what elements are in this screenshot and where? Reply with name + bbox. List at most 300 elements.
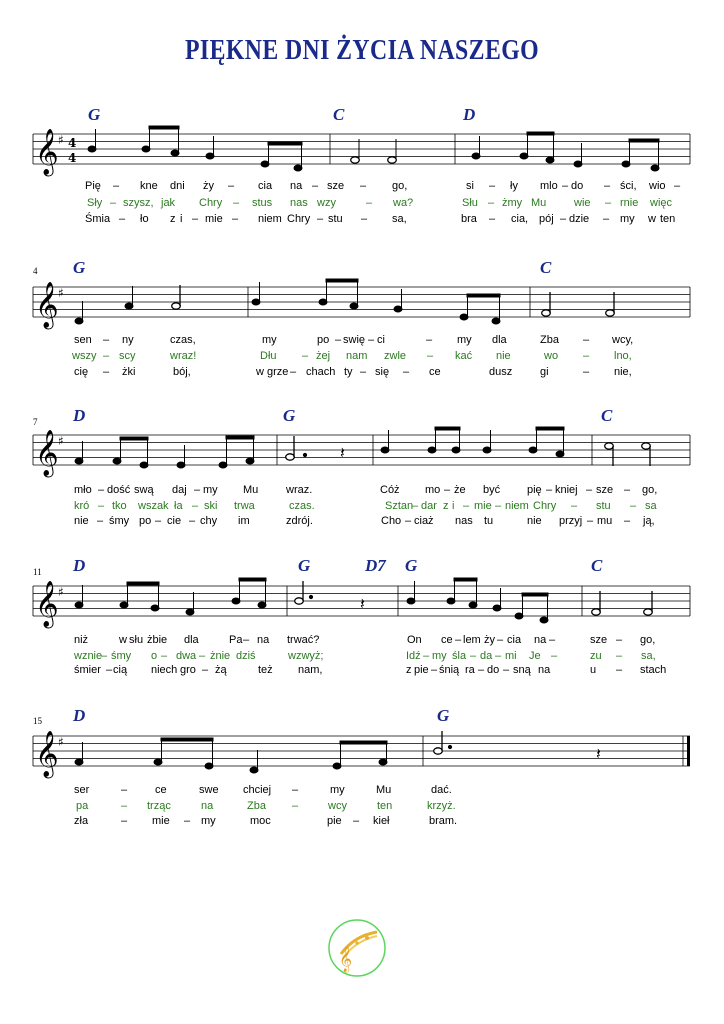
treble-clef-icon: 𝄞 (35, 581, 59, 627)
music-staff (0, 577, 724, 637)
treble-clef-icon: 𝄞 (35, 430, 59, 476)
lyric-hyphen: – (497, 634, 504, 646)
lyric-hyphen: – (360, 180, 367, 192)
lyric-word: dwa (176, 650, 197, 662)
lyric-hyphen: – (189, 515, 196, 527)
chord-label: G (283, 406, 296, 425)
lyric-hyphen: – (98, 484, 105, 496)
lyric-word: gro (180, 664, 196, 676)
lyric-hyphen: – (335, 334, 342, 346)
lyric-word: chy (200, 515, 218, 527)
lyric-word: u (590, 664, 597, 676)
lyric-word: zła (74, 815, 89, 827)
lyric-word: w (648, 213, 656, 225)
lyric-hyphen: – (403, 366, 410, 378)
lyric-hyphen: – (199, 650, 206, 662)
lyric-word: być (483, 484, 501, 496)
lyric-word: sze (590, 634, 608, 646)
lyric-word: więc (650, 197, 673, 209)
lyric-word: ra (465, 664, 475, 676)
lyric-word: wcy (328, 800, 347, 812)
lyric-word: gi (540, 366, 549, 378)
lyric-word: wszak (138, 500, 169, 512)
lyric-word: my (457, 334, 472, 346)
lyric-word: na (534, 634, 547, 646)
lyric-word: wie (574, 197, 591, 209)
lyric-word: ła (174, 500, 183, 512)
lyric-hyphen: – (586, 484, 593, 496)
lyric-word: wraz. (286, 484, 313, 496)
lyric-hyphen: – (119, 213, 126, 225)
lyric-word: ciaż (414, 515, 434, 527)
lyric-hyphen: – (616, 634, 623, 646)
lyric-word: go, (392, 180, 408, 192)
lyric-word: trwa (234, 500, 255, 512)
chord-label: C (540, 258, 552, 277)
lyric-word: cia (507, 634, 522, 646)
lyric-word: swą (134, 484, 154, 496)
lyric-word: Chry (199, 197, 223, 209)
lyric-word: dzie (569, 213, 590, 225)
lyric-hyphen: – (353, 815, 360, 827)
lyric-hyphen: – (192, 500, 199, 512)
lyric-hyphen: – (495, 650, 502, 662)
lyric-word: sa, (392, 213, 407, 225)
lyric-hyphen: – (489, 180, 496, 192)
lyric-word: nam, (298, 664, 323, 676)
lyric-word: bój, (173, 366, 191, 378)
lyric-hyphen: – (228, 180, 235, 192)
lyric-word: rnie (620, 197, 639, 209)
lyric-word: słu (129, 634, 144, 646)
lyric-word: cię (74, 366, 89, 378)
lyric-hyphen: – (489, 213, 496, 225)
lyric-word: ży (484, 634, 495, 646)
lyric-word: żej (316, 350, 331, 362)
lyric-word: na (538, 664, 551, 676)
lyric-word: dać. (431, 784, 452, 796)
lyric-hyphen: – (317, 213, 324, 225)
treble-clef-icon: 𝄞 (35, 129, 59, 175)
lyric-hyphen: – (366, 197, 373, 209)
chord-label: C (601, 406, 613, 425)
lyric-hyphen: – (232, 213, 239, 225)
lyric-word: ty (344, 366, 353, 378)
lyric-word: mi (505, 650, 517, 662)
lyric-word: my (262, 334, 277, 346)
lyric-word: na (290, 180, 303, 192)
key-signature-sharp-icon: ♯ (58, 585, 64, 599)
lyric-word: dla (492, 334, 507, 346)
lyric-word: niech (151, 664, 178, 676)
lyric-hyphen: – (478, 664, 485, 676)
lyric-word: ci (377, 334, 385, 346)
lyric-hyphen: – (455, 634, 462, 646)
lyric-word: trząc (147, 800, 171, 812)
svg-text:4: 4 (68, 151, 77, 165)
lyric-word: w (256, 366, 264, 378)
lyric-word: o (151, 650, 158, 662)
measure-number: 4 (33, 266, 38, 276)
lyric-word: ski (204, 500, 218, 512)
quarter-rest-icon: 𝄽 (340, 443, 345, 462)
lyric-word: lno, (614, 350, 632, 362)
lyric-word: Mu (531, 197, 547, 209)
lyric-word: Zba (540, 334, 559, 346)
chord-label: C (591, 556, 603, 575)
lyric-word: ją, (643, 515, 655, 527)
lyric-hyphen: – (495, 500, 502, 512)
time-signature: 4 (68, 136, 77, 150)
lyric-hyphen: – (560, 213, 567, 225)
lyric-hyphen: – (587, 515, 594, 527)
lyric-word: ny (122, 334, 134, 346)
lyric-hyphen: – (412, 500, 419, 512)
lyric-word: sen (74, 334, 92, 346)
lyric-hyphen: – (161, 650, 168, 662)
lyric-hyphen: – (624, 515, 631, 527)
lyric-word: swe (199, 784, 219, 796)
lyric-word: my (201, 815, 216, 827)
treble-clef-icon: 𝄞 (35, 282, 59, 328)
chord-label: D7 (365, 556, 386, 575)
lyric-word: stus (252, 197, 273, 209)
lyric-word: bra (461, 213, 477, 225)
lyric-word: cia, (511, 213, 529, 225)
lyric-hyphen: – (98, 500, 105, 512)
lyric-hyphen: – (603, 213, 610, 225)
chord-label: D (73, 706, 86, 725)
lyric-word: do (571, 180, 584, 192)
lyric-word: go, (640, 634, 656, 646)
lyric-word: scy (119, 350, 136, 362)
lyric-word: dusz (489, 366, 513, 378)
lyric-word: my (330, 784, 345, 796)
lyric-hyphen: – (97, 515, 104, 527)
lyric-word: chciej (243, 784, 272, 796)
lyric-hyphen: – (426, 334, 433, 346)
lyric-word: niż (74, 634, 89, 646)
lyric-word: pie (414, 664, 429, 676)
chord-label: G (405, 556, 418, 575)
lyric-word: śmier (74, 664, 101, 676)
lyric-word: dar (421, 500, 437, 512)
lyric-word: dziś (236, 650, 256, 662)
quarter-rest-icon: 𝄽 (360, 594, 365, 613)
lyric-word: Słu (462, 197, 478, 209)
lyric-hyphen: – (431, 664, 438, 676)
lyric-word: ten (660, 213, 676, 225)
lyric-hyphen: – (103, 350, 110, 362)
lyric-word: kieł (373, 815, 390, 827)
lyric-hyphen: – (121, 815, 128, 827)
lyric-word: da (480, 650, 493, 662)
lyric-word: ce (441, 634, 453, 646)
lyric-word: nie (527, 515, 542, 527)
lyric-word: pa (76, 800, 89, 812)
lyric-hyphen: – (463, 500, 470, 512)
lyric-word: z (406, 664, 412, 676)
lyric-word: ści, (620, 180, 637, 192)
song-title: PIĘKNE DNI ŻYCIA NASZEGO (184, 34, 540, 66)
lyric-hyphen: – (290, 366, 297, 378)
lyric-hyphen: – (368, 334, 375, 346)
lyric-word: On (407, 634, 422, 646)
lyric-word: my (432, 650, 447, 662)
lyric-hyphen: – (312, 180, 319, 192)
lyric-word: sze (327, 180, 345, 192)
lyric-word: Dłu (260, 350, 277, 362)
lyric-word: wszy (72, 350, 97, 362)
music-staff (0, 727, 724, 787)
lyric-word: zwle (384, 350, 407, 362)
lyric-word: ło (140, 213, 149, 225)
lyric-word: Sły (87, 197, 103, 209)
lyric-word: kró (74, 500, 90, 512)
lyric-word: żmy (502, 197, 523, 209)
lyric-word: pie (327, 815, 342, 827)
lyric-word: do (487, 664, 500, 676)
measure-number: 7 (33, 417, 38, 427)
lyric-word: ły (510, 180, 518, 192)
lyric-word: niem (258, 213, 282, 225)
chord-label: G (298, 556, 311, 575)
lyric-word: i (180, 213, 183, 225)
chord-label: G (73, 258, 86, 277)
lyric-word: żą (215, 664, 227, 676)
final-barline (687, 736, 690, 766)
lyric-hyphen: – (630, 500, 637, 512)
lyric-word: Je (529, 650, 541, 662)
lyric-word: tko (112, 500, 127, 512)
lyric-word: sa (645, 500, 657, 512)
lyric-hyphen: – (113, 180, 120, 192)
music-staff (0, 278, 724, 338)
lyric-word: ten (377, 800, 393, 812)
lyric-hyphen: – (103, 334, 110, 346)
lyric-word: po (317, 334, 330, 346)
lyric-word: też (258, 664, 273, 676)
lyric-word: Cóż (380, 484, 400, 496)
lyric-hyphen: – (624, 484, 631, 496)
lyric-hyphen: – (571, 500, 578, 512)
lyric-word: trwać? (287, 634, 320, 646)
lyric-hyphen: – (121, 800, 128, 812)
lyric-word: swię (343, 334, 366, 346)
lyric-hyphen: – (583, 366, 590, 378)
lyric-word: stach (640, 664, 667, 676)
quarter-rest-icon: 𝄽 (596, 744, 601, 763)
lyric-word: cią (113, 664, 128, 676)
lyric-hyphen: – (470, 650, 477, 662)
lyric-word: i (452, 500, 455, 512)
lyric-hyphen: – (503, 664, 510, 676)
lyric-word: cia (258, 180, 273, 192)
lyric-word: my (203, 484, 218, 496)
lyric-hyphen: – (616, 664, 623, 676)
lyric-hyphen: – (423, 650, 430, 662)
lyric-hyphen: – (184, 815, 191, 827)
lyric-hyphen: – (243, 634, 250, 646)
chord-label: G (88, 105, 101, 124)
lyric-word: wcy, (612, 334, 634, 346)
lyric-word: im (238, 515, 250, 527)
lyric-word: mie (152, 815, 170, 827)
lyric-hyphen: – (549, 634, 556, 646)
lyric-word: mie (474, 500, 492, 512)
lyric-word: pój (539, 213, 554, 225)
lyric-word: kać (455, 350, 473, 362)
lyric-word: wznie (74, 650, 103, 662)
lyric-word: sa, (641, 650, 656, 662)
lyric-word: mu (597, 515, 613, 527)
lyric-word: my (620, 213, 635, 225)
lyric-hyphen: – (551, 650, 558, 662)
lyric-word: bram. (429, 815, 458, 827)
lyric-word: wio (649, 180, 666, 192)
lyric-hyphen: – (155, 515, 162, 527)
measure-number: 15 (33, 716, 42, 726)
lyric-hyphen: – (233, 197, 240, 209)
lyric-word: wzwyż; (288, 650, 324, 662)
lyric-hyphen: – (562, 180, 569, 192)
key-signature-sharp-icon: ♯ (58, 434, 64, 448)
lyric-word: grze (267, 366, 289, 378)
lyric-word: jak (161, 197, 176, 209)
lyric-word: nie, (614, 366, 632, 378)
lyric-hyphen: – (360, 366, 367, 378)
lyric-word: go, (642, 484, 658, 496)
lyric-word: żnie (210, 650, 231, 662)
lyric-hyphen: – (427, 350, 434, 362)
lyric-hyphen: – (302, 350, 309, 362)
treble-clef-icon: 𝄞 (35, 731, 59, 777)
lyric-word: krzyż. (427, 800, 456, 812)
lyric-word: z (170, 213, 176, 225)
lyric-hyphen: – (194, 484, 201, 496)
lyric-word: że (454, 484, 466, 496)
lyric-word: mlo (540, 180, 558, 192)
lyric-word: Śmia (85, 213, 111, 225)
lyric-word: mie (205, 213, 223, 225)
lyric-word: nam (346, 350, 368, 362)
lyric-word: Chry (287, 213, 311, 225)
lyric-hyphen: – (604, 180, 611, 192)
lyric-word: stu (596, 500, 611, 512)
lyric-hyphen: – (444, 484, 451, 496)
lyric-word: z (443, 500, 449, 512)
lyric-word: wraz! (170, 350, 197, 362)
key-signature-sharp-icon: ♯ (58, 735, 64, 749)
lyric-word: Pa (229, 634, 243, 646)
lyric-word: mo (425, 484, 441, 496)
lyric-word: Chry (533, 500, 557, 512)
lyric-word: przyj (559, 515, 583, 527)
chord-label: D (463, 105, 476, 124)
lyric-word: ży (203, 180, 214, 192)
lyric-hyphen: – (121, 784, 128, 796)
lyric-word: stu (328, 213, 343, 225)
lyric-word: Idź (406, 650, 421, 662)
lyric-word: daj (172, 484, 187, 496)
lyric-word: nie (74, 515, 89, 527)
lyric-word: Cho (381, 515, 402, 527)
lyric-word: na (201, 800, 214, 812)
lyric-hyphen: – (192, 213, 199, 225)
lyric-word: na (257, 634, 270, 646)
lyric-word: śmy (109, 515, 130, 527)
lyric-word: cie (167, 515, 182, 527)
lyric-word: Sztan (385, 500, 414, 512)
lyric-hyphen: – (583, 334, 590, 346)
lyric-word: sze (596, 484, 614, 496)
lyric-hyphen: – (202, 664, 209, 676)
lyric-word: kne (140, 180, 158, 192)
lyric-word: nas (455, 515, 473, 527)
lyric-word: zu (590, 650, 602, 662)
chord-label: C (333, 105, 345, 124)
lyric-word: tu (484, 515, 494, 527)
lyric-word: w (119, 634, 127, 646)
lyric-word: moc (250, 815, 271, 827)
chord-label: D (73, 406, 86, 425)
lyric-word: dni (170, 180, 185, 192)
chord-label: D (73, 556, 86, 575)
lyric-word: Pię (85, 180, 101, 192)
key-signature-sharp-icon: ♯ (58, 133, 64, 147)
lyric-word: śnią (439, 664, 460, 676)
lyric-word: si (466, 180, 474, 192)
lyric-hyphen: – (106, 664, 113, 676)
key-signature-sharp-icon: ♯ (58, 286, 64, 300)
lyric-word: zdrój. (286, 515, 313, 527)
lyric-hyphen: – (292, 800, 299, 812)
lyric-hyphen: – (616, 650, 623, 662)
lyric-hyphen: – (488, 197, 495, 209)
lyric-word: dla (184, 634, 199, 646)
lyric-hyphen: – (546, 484, 553, 496)
lyric-word: nie (496, 350, 511, 362)
lyric-word: żki (122, 366, 136, 378)
lyric-hyphen: – (674, 180, 681, 192)
lyric-word: ce (155, 784, 167, 796)
lyric-hyphen: – (405, 515, 412, 527)
lyric-word: dość (107, 484, 131, 496)
lyric-word: po (139, 515, 152, 527)
lyric-word: śla (452, 650, 467, 662)
lyric-word: niem (505, 500, 529, 512)
music-staff (0, 426, 724, 486)
lyric-hyphen: – (605, 197, 612, 209)
lyric-word: Mu (243, 484, 259, 496)
lyric-word: nas (290, 197, 308, 209)
measure-number: 11 (33, 567, 42, 577)
svg-text:𝄞: 𝄞 (339, 947, 353, 972)
chord-label: G (437, 706, 450, 725)
lyric-word: Zba (247, 800, 266, 812)
lyric-word: wzy (317, 197, 336, 209)
lyric-word: ser (74, 784, 90, 796)
lyric-word: sną (513, 664, 531, 676)
lyric-hyphen: – (583, 350, 590, 362)
lyric-word: szysz, (123, 197, 154, 209)
lyric-word: Mu (376, 784, 392, 796)
lyric-word: śmy (111, 650, 132, 662)
lyric-word: lem (463, 634, 481, 646)
lyric-hyphen: – (110, 197, 117, 209)
lyric-word: kniej (555, 484, 578, 496)
lyric-word: się (375, 366, 390, 378)
